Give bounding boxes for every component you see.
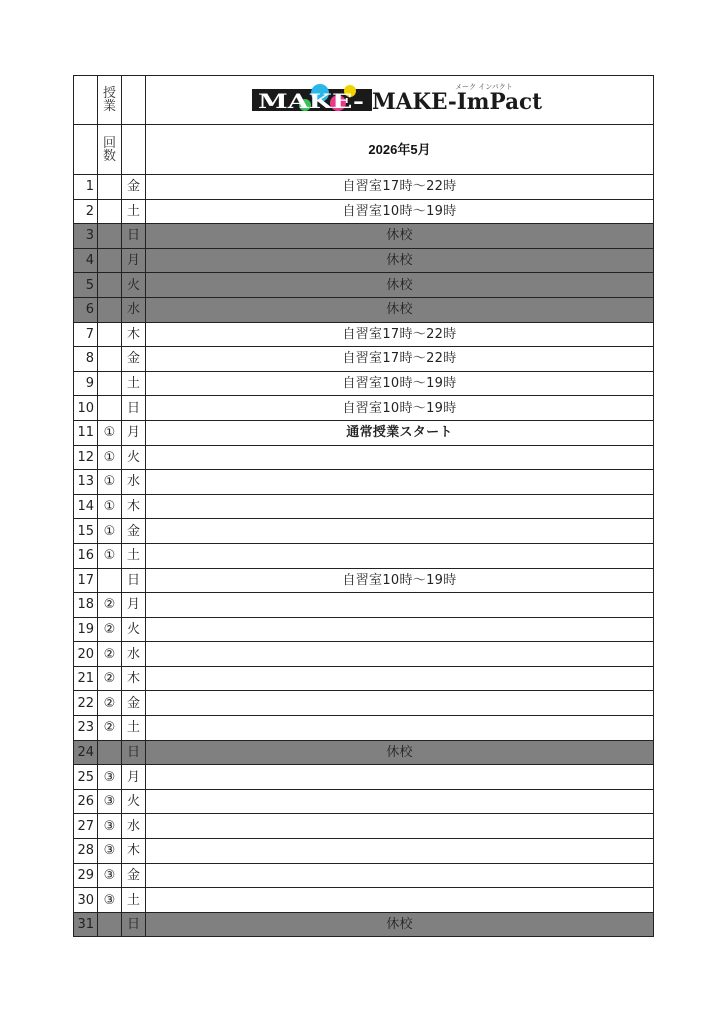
weekday-cell: 水 — [122, 470, 146, 495]
schedule-note-cell — [146, 666, 654, 691]
lesson-count-cell: ② — [98, 716, 122, 741]
weekday-cell: 土 — [122, 371, 146, 396]
lesson-count-cell: ② — [98, 617, 122, 642]
lesson-count-cell — [98, 371, 122, 396]
header-empty-weekday-2 — [122, 125, 146, 175]
weekday-cell: 月 — [122, 248, 146, 273]
weekday-cell: 水 — [122, 814, 146, 839]
day-number-cell: 27 — [74, 814, 98, 839]
day-row — [74, 494, 654, 519]
weekday-cell: 火 — [122, 789, 146, 814]
day-row — [74, 716, 654, 741]
schedule-note-cell: 休校 — [146, 740, 654, 765]
lesson-count-cell: ③ — [98, 789, 122, 814]
header-empty-weekday — [122, 76, 146, 125]
lesson-count-cell: ③ — [98, 863, 122, 888]
day-row — [74, 765, 654, 790]
schedule-note-cell: 自習室10時〜19時 — [146, 568, 654, 593]
lesson-count-cell: ③ — [98, 765, 122, 790]
lesson-count-cell — [98, 347, 122, 372]
lesson-count-cell — [98, 248, 122, 273]
header-empty-day — [74, 76, 98, 125]
weekday-cell: 月 — [122, 765, 146, 790]
day-number-cell: 30 — [74, 888, 98, 913]
day-number-cell: 13 — [74, 470, 98, 495]
lesson-count-cell — [98, 322, 122, 347]
day-row — [74, 617, 654, 642]
day-number-cell: 8 — [74, 347, 98, 372]
schedule-note-cell — [146, 839, 654, 864]
day-number-cell: 21 — [74, 666, 98, 691]
schedule-note-cell — [146, 814, 654, 839]
schedule-note-cell — [146, 617, 654, 642]
weekday-cell: 木 — [122, 839, 146, 864]
schedule-note-cell — [146, 863, 654, 888]
lesson-count-cell: ① — [98, 445, 122, 470]
header-row-month — [74, 125, 654, 175]
weekday-cell: 土 — [122, 716, 146, 741]
weekday-cell: 日 — [122, 912, 146, 937]
day-number-cell: 10 — [74, 396, 98, 421]
lesson-count-cell: ② — [98, 593, 122, 618]
weekday-cell: 月 — [122, 593, 146, 618]
lesson-count-cell: ① — [98, 519, 122, 544]
schedule-note-cell: 通常授業スタート — [146, 420, 654, 445]
day-number-cell: 31 — [74, 912, 98, 937]
schedule-note-cell — [146, 765, 654, 790]
header-row-logo — [74, 76, 654, 125]
day-row — [74, 175, 654, 200]
weekday-cell: 木 — [122, 494, 146, 519]
schedule-note-cell — [146, 543, 654, 568]
lesson-count-cell: ③ — [98, 814, 122, 839]
weekday-cell: 土 — [122, 888, 146, 913]
weekday-cell: 火 — [122, 273, 146, 298]
logo-cell — [146, 76, 654, 125]
day-row — [74, 642, 654, 667]
schedule-note-cell: 自習室17時〜22時 — [146, 322, 654, 347]
weekday-cell: 水 — [122, 297, 146, 322]
weekday-cell: 日 — [122, 740, 146, 765]
schedule-note-cell — [146, 789, 654, 814]
day-row — [74, 470, 654, 495]
lesson-count-cell — [98, 199, 122, 224]
day-number-cell: 15 — [74, 519, 98, 544]
day-row — [74, 273, 654, 298]
lesson-count-cell — [98, 396, 122, 421]
weekday-cell: 火 — [122, 617, 146, 642]
schedule-note-cell: 休校 — [146, 273, 654, 298]
day-number-cell: 28 — [74, 839, 98, 864]
day-row — [74, 593, 654, 618]
day-number-cell: 2 — [74, 199, 98, 224]
schedule-note-cell: 休校 — [146, 248, 654, 273]
day-row — [74, 839, 654, 864]
lesson-count-cell — [98, 273, 122, 298]
day-number-cell: 16 — [74, 543, 98, 568]
header-lesson-label-top: 授 業 — [98, 76, 122, 125]
weekday-cell: 水 — [122, 642, 146, 667]
schedule-note-cell: 休校 — [146, 297, 654, 322]
day-row — [74, 863, 654, 888]
weekday-cell: 土 — [122, 543, 146, 568]
day-number-cell: 29 — [74, 863, 98, 888]
day-number-cell: 23 — [74, 716, 98, 741]
day-number-cell: 18 — [74, 593, 98, 618]
lesson-count-cell — [98, 568, 122, 593]
weekday-cell: 金 — [122, 863, 146, 888]
day-row — [74, 814, 654, 839]
svg-text:MAKE-: MAKE- — [257, 88, 364, 113]
day-row — [74, 568, 654, 593]
month-title: 2026年5月 — [146, 125, 654, 175]
day-number-cell: 22 — [74, 691, 98, 716]
day-row — [74, 445, 654, 470]
day-number-cell: 12 — [74, 445, 98, 470]
lesson-count-cell — [98, 740, 122, 765]
day-row — [74, 789, 654, 814]
day-number-cell: 19 — [74, 617, 98, 642]
schedule-note-cell: 自習室10時〜19時 — [146, 396, 654, 421]
weekday-cell: 日 — [122, 396, 146, 421]
schedule-note-cell — [146, 519, 654, 544]
lesson-count-cell: ② — [98, 642, 122, 667]
day-row — [74, 420, 654, 445]
lesson-count-cell — [98, 224, 122, 249]
day-row — [74, 888, 654, 913]
weekday-cell: 木 — [122, 322, 146, 347]
monthly-schedule-table — [73, 75, 654, 937]
day-number-cell: 24 — [74, 740, 98, 765]
day-row — [74, 740, 654, 765]
day-number-cell: 11 — [74, 420, 98, 445]
day-number-cell: 6 — [74, 297, 98, 322]
lesson-count-cell: ② — [98, 691, 122, 716]
svg-text:MAKE-ImPact: MAKE-ImPact — [371, 88, 543, 115]
schedule-note-cell — [146, 642, 654, 667]
day-number-cell: 7 — [74, 322, 98, 347]
weekday-cell: 金 — [122, 347, 146, 372]
schedule-note-cell: 自習室17時〜22時 — [146, 175, 654, 200]
lesson-count-cell — [98, 912, 122, 937]
schedule-note-cell — [146, 494, 654, 519]
day-number-cell: 26 — [74, 789, 98, 814]
day-number-cell: 5 — [74, 273, 98, 298]
day-row — [74, 248, 654, 273]
schedule-note-cell: 自習室17時〜22時 — [146, 347, 654, 372]
header-lesson-label-bottom: 回 数 — [98, 125, 122, 175]
day-row — [74, 347, 654, 372]
day-row — [74, 543, 654, 568]
schedule-note-cell: 自習室10時〜19時 — [146, 371, 654, 396]
weekday-cell: 月 — [122, 420, 146, 445]
weekday-cell: 火 — [122, 445, 146, 470]
day-number-cell: 9 — [74, 371, 98, 396]
day-number-cell: 1 — [74, 175, 98, 200]
schedule-note-cell: 休校 — [146, 224, 654, 249]
day-row — [74, 519, 654, 544]
day-row — [74, 224, 654, 249]
weekday-cell: 金 — [122, 519, 146, 544]
day-row — [74, 297, 654, 322]
weekday-cell: 日 — [122, 568, 146, 593]
weekday-cell: 土 — [122, 199, 146, 224]
lesson-count-cell: ③ — [98, 888, 122, 913]
svg-text:メーク インパクト: メーク インパクト — [454, 82, 513, 91]
schedule-note-cell — [146, 593, 654, 618]
lesson-count-cell: ① — [98, 543, 122, 568]
lesson-count-cell: ① — [98, 494, 122, 519]
schedule-note-cell — [146, 888, 654, 913]
lesson-count-cell: ② — [98, 666, 122, 691]
day-row — [74, 396, 654, 421]
schedule-note-cell: 休校 — [146, 912, 654, 937]
lesson-count-cell: ① — [98, 420, 122, 445]
weekday-cell: 日 — [122, 224, 146, 249]
day-number-cell: 14 — [74, 494, 98, 519]
lesson-count-cell — [98, 297, 122, 322]
schedule-note-cell — [146, 445, 654, 470]
day-number-cell: 25 — [74, 765, 98, 790]
schedule-note-cell: 自習室10時〜19時 — [146, 199, 654, 224]
lesson-count-cell: ③ — [98, 839, 122, 864]
day-number-cell: 17 — [74, 568, 98, 593]
day-number-cell: 4 — [74, 248, 98, 273]
day-number-cell: 3 — [74, 224, 98, 249]
day-row — [74, 371, 654, 396]
school-logo — [250, 79, 550, 119]
day-row — [74, 912, 654, 937]
weekday-cell: 木 — [122, 666, 146, 691]
day-row — [74, 691, 654, 716]
day-number-cell: 20 — [74, 642, 98, 667]
weekday-cell: 金 — [122, 691, 146, 716]
day-row — [74, 666, 654, 691]
header-empty-day-2 — [74, 125, 98, 175]
lesson-count-cell: ① — [98, 470, 122, 495]
day-row — [74, 322, 654, 347]
schedule-note-cell — [146, 691, 654, 716]
lesson-count-cell — [98, 175, 122, 200]
day-row — [74, 199, 654, 224]
weekday-cell: 金 — [122, 175, 146, 200]
schedule-note-cell — [146, 716, 654, 741]
schedule-note-cell — [146, 470, 654, 495]
